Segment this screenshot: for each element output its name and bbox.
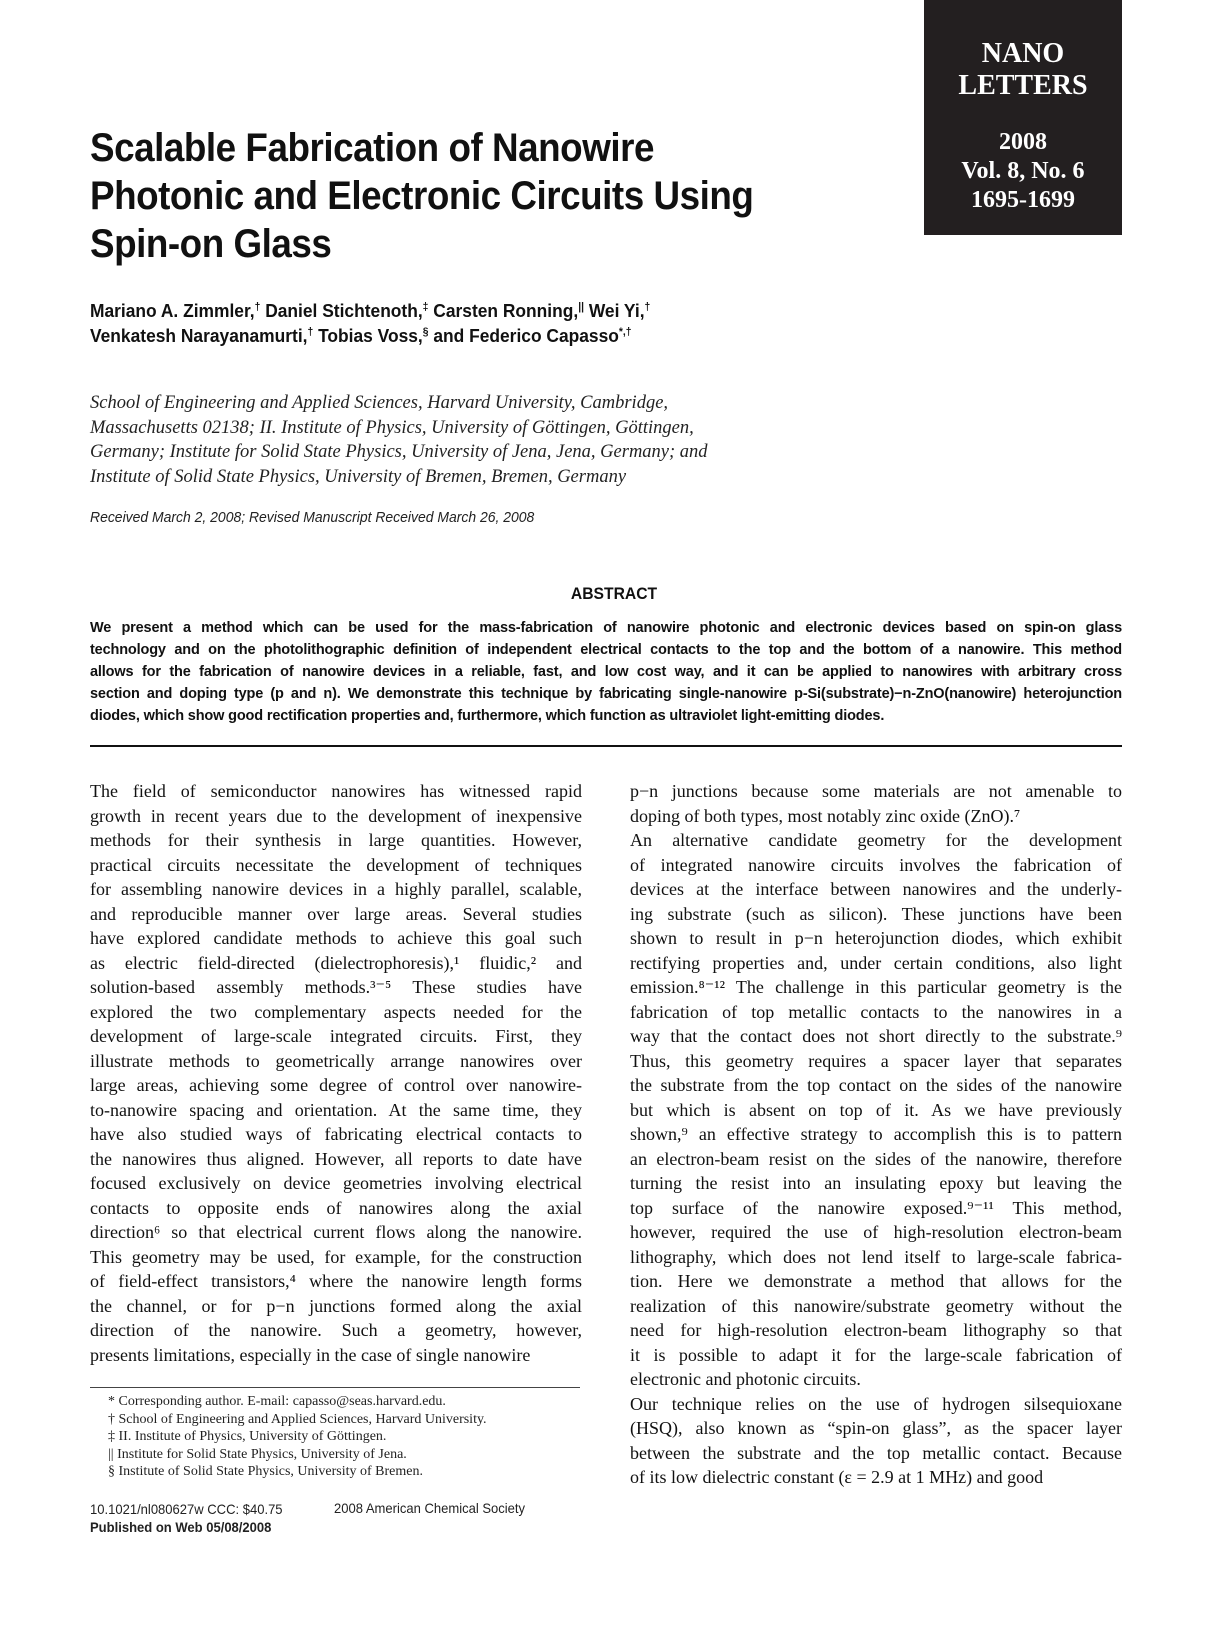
copyright: 2008 American Chemical Society (334, 1500, 526, 1516)
body-text-line: (HSQ), also known as “spin-on glass”, as the spacer layer (630, 1418, 1122, 1438)
body-text-line: Our technique relies on the use of hydrogen silsequioxane (630, 1393, 1122, 1414)
body-text-line: electronic and photonic circuits. (630, 1369, 861, 1389)
body-text-line: doping of both types, most notably zinc oxide (ZnO).⁷ (630, 805, 1021, 826)
body-text-line: presents limitations, especially in the case of single nanowire (90, 1344, 531, 1365)
body-text-line: however, required the use of high-resolution electron-beam (630, 1222, 1122, 1242)
body-text-line: The field of semiconductor nanowires has witnessed rapid (90, 781, 582, 801)
footnote: § Institute of Solid State Physics, University of Bremen. (108, 1464, 423, 1479)
doi: 10.1021/nl080627w CCC: $40.75 (90, 1501, 283, 1517)
body-text-line: direction⁶ so that electrical current flows along the nanowire. (90, 1222, 582, 1242)
footnote: † School of Engineering and Applied Sciences, Harvard University. (108, 1411, 487, 1427)
abstract-body: We present a method which can be used for the mass-fabrication of nanowire photonic and electronic devices based on spin-on glass technology and on the photolithographic definition of independent electrical contacts to the top and the bottom of a nanowire. This method allows for the fabrication of nanowire devices in a reliable, fast, and low cost way, and it can be applied to nanowires with arbitrary cross section and doping type (p and n). We demonstrate this technique by fabricating single-nanowire p-Si(substrate)−n-ZnO(nanowire) heterojunction diodes, which show good rectification properties and, furthermore, which function as ultraviolet light-emitting diodes. (90, 620, 1122, 724)
body-text-line: of integrated nanowire circuits involves the fabrication of (630, 854, 1122, 875)
body-text-line: turning the resist into an insulating epoxy but leaving the (630, 1173, 1122, 1193)
body-text-line: solution-based assembly methods.³⁻⁵ These studies have (90, 977, 582, 997)
body-text-line: contacts to opposite ends of nanowires along the axial (90, 1197, 582, 1218)
footnote: ‡ II. Institute of Physics, University of Göttingen. (108, 1429, 387, 1444)
body-text-line: lithography, which does not lend itself to large-scale fabrica- (630, 1246, 1122, 1267)
body-text-line: Thus, this geometry requires a spacer layer that separates (630, 1050, 1122, 1071)
body-text-line: p−n junctions because some materials are not amenable to (630, 781, 1122, 801)
body-text-line: shown,⁹ an effective strategy to accomplish this is to pattern (630, 1124, 1122, 1144)
body-text-line: realization of this nanowire/substrate geometry without the (630, 1295, 1122, 1316)
author-list (90, 298, 842, 348)
body-text-line: large areas, achieving some degree of control over nanowire- (90, 1075, 582, 1095)
journal-pages: 1695-1699 (971, 187, 1075, 213)
body-text-line: have explored candidate methods to achieve this goal such (90, 928, 582, 948)
body-text-line: of field-effect transistors,⁴ where the nanowire length forms (90, 1271, 582, 1291)
body-text-line: This geometry may be used, for example, for the construction (90, 1246, 582, 1267)
body-column-right (630, 779, 1122, 1490)
body-text-line: tion. Here we demonstrate a method that allows for the (630, 1271, 1122, 1291)
journal-volume: Vol. 8, No. 6 (961, 158, 1085, 184)
body-text-line: an electron-beam resist on the sides of the nanowire, therefore (630, 1148, 1122, 1169)
body-text-line: focused exclusively on device geometries involving electrical (90, 1173, 582, 1193)
body-text-line: have also studied ways of fabricating electrical contacts to (90, 1124, 582, 1144)
body-text-line: illustrate methods to geometrically arrange nanowires over (90, 1050, 582, 1071)
body-text-line: top surface of the nanowire exposed.⁹⁻¹¹ This method, (630, 1197, 1122, 1218)
paper-title: Scalable Fabrication of Nanowire Photonic and Electronic Circuits Using Spin-on Glass (90, 126, 754, 266)
body-text-line: direction of the nanowire. Such a geometry, however, (90, 1320, 582, 1340)
body-text-line: it is possible to adapt it for the large-scale fabrication of (630, 1344, 1122, 1365)
body-text-line: methods for their synthesis in large quantities. However, (90, 830, 582, 850)
body-text-line: shown to result in p−n heterojunction diodes, which exhibit (630, 928, 1122, 948)
body-text-line: between the substrate and the top metallic contact. Because (630, 1442, 1122, 1463)
footnotes (108, 1393, 608, 1481)
journal-year: 2008 (999, 129, 1047, 155)
author-line-1: Mariano A. Zimmler,† Daniel Stichtenoth,‡ Carsten Ronning,|| Wei Yi,† (90, 300, 651, 321)
body-column-left (90, 779, 582, 1367)
body-text-line: the channel, or for p−n junctions formed along the axial (90, 1295, 582, 1316)
published-date: Published on Web 05/08/2008 (90, 1519, 272, 1535)
body-text-line: as electric field-directed (dielectrophoresis),¹ fluidic,² and (90, 952, 582, 973)
body-text-line: for assembling nanowire devices in a highly parallel, scalable, (90, 879, 582, 899)
body-text-line: devices at the interface between nanowires and the underly- (630, 879, 1122, 899)
body-text-line: but which is absent on top of it. As we have previously (630, 1099, 1122, 1120)
body-text-line: of its low dielectric constant (ε = 2.9 at 1 MHz) and good (630, 1467, 1044, 1487)
footnote: || Institute for Solid State Physics, University of Jena. (108, 1446, 407, 1462)
body-text-line: need for high-resolution electron-beam lithography so that (630, 1320, 1122, 1340)
body-text-line: emission.⁸⁻¹² The challenge in this particular geometry is the (630, 977, 1122, 997)
footnote-divider (90, 1387, 580, 1388)
publication-info (90, 1500, 283, 1536)
author-line-2: Venkatesh Narayanamurti,† Tobias Voss,§ and Federico Capasso*,† (90, 325, 632, 346)
footnote: * Corresponding author. E-mail: capasso@seas.harvard.edu. (108, 1394, 446, 1409)
received-dates: Received March 2, 2008; Revised Manuscript Received March 26, 2008 (90, 509, 535, 526)
abstract-divider (90, 745, 1122, 747)
body-text-line: fabrication of top metallic contacts to the nanowires in a (630, 1001, 1122, 1022)
body-text-line: ing substrate (such as silicon). These junctions have been (630, 903, 1122, 924)
body-text-line: An alternative candidate geometry for the development (630, 830, 1122, 850)
body-text-line: to-nanowire spacing and orientation. At the same time, they (90, 1099, 582, 1120)
body-text-line: way that the contact does not short directly to the substrate.⁹ (630, 1026, 1122, 1046)
body-text-line: and reproducible manner over large areas. Several studies (90, 903, 582, 924)
journal-badge (924, 0, 1122, 235)
body-text-line: the nanowires thus aligned. However, all reports to date have (90, 1148, 582, 1169)
body-text-line: practical circuits necessitate the development of techniques (90, 854, 582, 875)
body-text-line: explored the two complementary aspects needed for the (90, 1001, 582, 1022)
journal-issue-info (924, 128, 1122, 215)
body-text-line: rectifying properties and, under certain conditions, also light (630, 952, 1122, 973)
journal-name: NANO LETTERS (958, 38, 1088, 101)
affiliation: School of Engineering and Applied Sciences, Harvard University, Cambridge, Massachusetts 02138; II. Institute of Physics, University of Göttingen, Göttingen, Germany; Institute for Solid State Physics, University of Jena, Jena, Germany; and Institute of Solid State Physics, University of Bremen, Bremen, Germany (90, 393, 708, 487)
abstract-heading: ABSTRACT (570, 585, 658, 603)
body-text-line: growth in recent years due to the development of inexpensive (90, 805, 582, 826)
body-text-line: development of large-scale integrated circuits. First, they (90, 1026, 582, 1046)
body-text-line: the substrate from the top contact on the sides of the nanowire (630, 1075, 1122, 1095)
